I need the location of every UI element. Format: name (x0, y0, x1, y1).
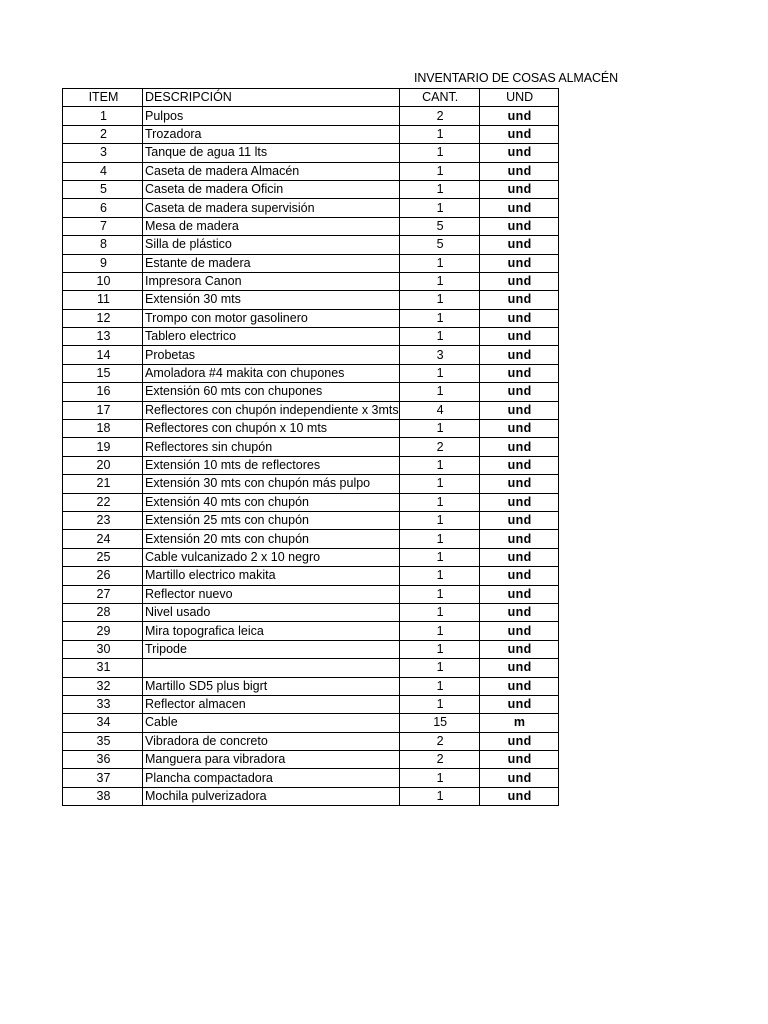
table-row (63, 585, 559, 603)
row-unit: und (479, 695, 558, 713)
row-quantity: 15 (399, 714, 479, 732)
table-row (63, 328, 559, 346)
row-item: 24 (63, 530, 143, 548)
row-item: 15 (63, 364, 143, 382)
row-quantity: 1 (399, 548, 479, 566)
table-row (63, 475, 559, 493)
row-unit: und (479, 751, 558, 769)
row-unit: und (479, 511, 558, 529)
row-item: 32 (63, 677, 143, 695)
row-description: Martillo SD5 plus bigrt (143, 677, 400, 695)
row-item: 18 (63, 420, 143, 438)
row-quantity: 1 (399, 769, 479, 787)
table-row (63, 714, 559, 732)
row-quantity: 4 (399, 401, 479, 419)
row-item: 29 (63, 622, 143, 640)
row-unit: und (479, 603, 558, 621)
row-unit: und (479, 438, 558, 456)
row-unit: und (479, 162, 558, 180)
row-quantity: 1 (399, 291, 479, 309)
row-item: 2 (63, 125, 143, 143)
row-description: Tablero electrico (143, 328, 400, 346)
table-row (63, 548, 559, 566)
table-row (63, 659, 559, 677)
row-description: Caseta de madera supervisión (143, 199, 400, 217)
row-quantity: 1 (399, 640, 479, 658)
row-item: 28 (63, 603, 143, 621)
row-description: Nivel usado (143, 603, 400, 621)
table-row (63, 769, 559, 787)
row-unit: und (479, 401, 558, 419)
table-row (63, 751, 559, 769)
table-row (63, 695, 559, 713)
row-unit: und (479, 530, 558, 548)
header-description: DESCRIPCIÓN (143, 89, 400, 107)
row-unit: und (479, 659, 558, 677)
row-unit: und (479, 585, 558, 603)
row-quantity: 1 (399, 199, 479, 217)
row-description: Reflector nuevo (143, 585, 400, 603)
row-description: Extensión 60 mts con chupones (143, 383, 400, 401)
row-quantity: 1 (399, 309, 479, 327)
table-row (63, 603, 559, 621)
row-unit: m (479, 714, 558, 732)
row-unit: und (479, 787, 558, 805)
row-description: Reflector almacen (143, 695, 400, 713)
row-unit: und (479, 493, 558, 511)
header-unit: UND (479, 89, 558, 107)
row-quantity: 1 (399, 456, 479, 474)
table-row (63, 346, 559, 364)
row-item: 26 (63, 567, 143, 585)
row-unit: und (479, 125, 558, 143)
row-unit: und (479, 567, 558, 585)
row-description: Tripode (143, 640, 400, 658)
row-unit: und (479, 364, 558, 382)
row-item: 12 (63, 309, 143, 327)
row-unit: und (479, 107, 558, 125)
row-item: 37 (63, 769, 143, 787)
row-description: Impresora Canon (143, 272, 400, 290)
row-item: 9 (63, 254, 143, 272)
row-item: 21 (63, 475, 143, 493)
row-item: 11 (63, 291, 143, 309)
table-row (63, 677, 559, 695)
row-unit: und (479, 769, 558, 787)
row-quantity: 1 (399, 383, 479, 401)
row-description: Manguera para vibradora (143, 751, 400, 769)
row-unit: und (479, 291, 558, 309)
table-row (63, 493, 559, 511)
table-row (63, 364, 559, 382)
row-description: Plancha compactadora (143, 769, 400, 787)
table-row (63, 309, 559, 327)
row-quantity: 1 (399, 180, 479, 198)
row-unit: und (479, 420, 558, 438)
inventory-title: INVENTARIO DE COSAS ALMACÉN (414, 71, 619, 85)
row-item: 6 (63, 199, 143, 217)
table-row (63, 622, 559, 640)
table-row (63, 456, 559, 474)
row-description: Trompo con motor gasolinero (143, 309, 400, 327)
table-row (63, 438, 559, 456)
row-description: Martillo electrico makita (143, 567, 400, 585)
row-item: 25 (63, 548, 143, 566)
row-description: Extensión 40 mts con chupón (143, 493, 400, 511)
row-quantity: 1 (399, 364, 479, 382)
row-quantity: 1 (399, 272, 479, 290)
row-unit: und (479, 144, 558, 162)
row-item: 16 (63, 383, 143, 401)
row-item: 31 (63, 659, 143, 677)
row-description: Extensión 30 mts con chupón más pulpo (143, 475, 400, 493)
row-description: Estante de madera (143, 254, 400, 272)
header-item: ITEM (63, 89, 143, 107)
row-description: Amoladora #4 makita con chupones (143, 364, 400, 382)
row-unit: und (479, 199, 558, 217)
row-description: Caseta de madera Almacén (143, 162, 400, 180)
row-unit: und (479, 456, 558, 474)
row-unit: und (479, 254, 558, 272)
row-item: 1 (63, 107, 143, 125)
row-quantity: 1 (399, 125, 479, 143)
row-item: 14 (63, 346, 143, 364)
row-description: Extensión 10 mts de reflectores (143, 456, 400, 474)
row-description (143, 659, 400, 677)
table-row (63, 272, 559, 290)
row-item: 22 (63, 493, 143, 511)
row-quantity: 5 (399, 217, 479, 235)
row-quantity: 1 (399, 603, 479, 621)
row-item: 7 (63, 217, 143, 235)
row-description: Reflectores con chupón x 10 mts (143, 420, 400, 438)
row-quantity: 1 (399, 695, 479, 713)
row-quantity: 1 (399, 420, 479, 438)
row-quantity: 2 (399, 732, 479, 750)
row-quantity: 1 (399, 511, 479, 529)
row-quantity: 1 (399, 677, 479, 695)
row-quantity: 1 (399, 162, 479, 180)
table-row (63, 530, 559, 548)
row-unit: und (479, 383, 558, 401)
table-row (63, 567, 559, 585)
row-unit: und (479, 475, 558, 493)
row-description: Pulpos (143, 107, 400, 125)
row-quantity: 2 (399, 751, 479, 769)
row-quantity: 1 (399, 585, 479, 603)
row-item: 35 (63, 732, 143, 750)
table-row (63, 125, 559, 143)
row-description: Extensión 20 mts con chupón (143, 530, 400, 548)
row-item: 5 (63, 180, 143, 198)
row-item: 4 (63, 162, 143, 180)
table-row (63, 383, 559, 401)
row-unit: und (479, 236, 558, 254)
row-description: Silla de plástico (143, 236, 400, 254)
row-unit: und (479, 180, 558, 198)
row-description: Mesa de madera (143, 217, 400, 235)
row-unit: und (479, 272, 558, 290)
row-unit: und (479, 732, 558, 750)
row-unit: und (479, 346, 558, 364)
row-description: Probetas (143, 346, 400, 364)
row-unit: und (479, 548, 558, 566)
row-description: Tanque de agua 11 lts (143, 144, 400, 162)
table-row (63, 199, 559, 217)
row-description: Vibradora de concreto (143, 732, 400, 750)
row-quantity: 3 (399, 346, 479, 364)
row-item: 23 (63, 511, 143, 529)
row-description: Reflectores con chupón independiente x 3mts (143, 401, 400, 419)
row-quantity: 1 (399, 659, 479, 677)
row-quantity: 1 (399, 567, 479, 585)
row-description: Mira topografica leica (143, 622, 400, 640)
table-header-row (63, 89, 559, 107)
row-quantity: 2 (399, 438, 479, 456)
row-description: Cable vulcanizado 2 x 10 negro (143, 548, 400, 566)
row-quantity: 1 (399, 328, 479, 346)
row-quantity: 1 (399, 475, 479, 493)
table-row (63, 162, 559, 180)
table-row (63, 236, 559, 254)
row-description: Caseta de madera Oficin (143, 180, 400, 198)
header-quantity: CANT. (399, 89, 479, 107)
row-item: 38 (63, 787, 143, 805)
row-quantity: 2 (399, 107, 479, 125)
row-quantity: 1 (399, 254, 479, 272)
table-row (63, 144, 559, 162)
row-unit: und (479, 309, 558, 327)
table-row (63, 107, 559, 125)
row-unit: und (479, 677, 558, 695)
row-quantity: 1 (399, 144, 479, 162)
row-unit: und (479, 328, 558, 346)
row-item: 34 (63, 714, 143, 732)
inventory-table (62, 88, 559, 806)
table-row (63, 217, 559, 235)
table-row (63, 511, 559, 529)
row-item: 10 (63, 272, 143, 290)
row-item: 20 (63, 456, 143, 474)
row-description: Extensión 25 mts con chupón (143, 511, 400, 529)
row-quantity: 1 (399, 787, 479, 805)
row-description: Extensión 30 mts (143, 291, 400, 309)
row-item: 33 (63, 695, 143, 713)
row-description: Mochila pulverizadora (143, 787, 400, 805)
row-quantity: 1 (399, 622, 479, 640)
row-unit: und (479, 217, 558, 235)
table-row (63, 787, 559, 805)
row-description: Trozadora (143, 125, 400, 143)
row-quantity: 5 (399, 236, 479, 254)
row-item: 3 (63, 144, 143, 162)
row-item: 19 (63, 438, 143, 456)
table-row (63, 640, 559, 658)
row-item: 30 (63, 640, 143, 658)
row-item: 13 (63, 328, 143, 346)
row-quantity: 1 (399, 530, 479, 548)
row-unit: und (479, 622, 558, 640)
row-description: Reflectores sin chupón (143, 438, 400, 456)
row-unit: und (479, 640, 558, 658)
row-description: Cable (143, 714, 400, 732)
row-item: 36 (63, 751, 143, 769)
table-row (63, 420, 559, 438)
table-row (63, 254, 559, 272)
table-row (63, 291, 559, 309)
table-row (63, 401, 559, 419)
table-row (63, 732, 559, 750)
row-item: 8 (63, 236, 143, 254)
table-row (63, 180, 559, 198)
row-item: 17 (63, 401, 143, 419)
row-quantity: 1 (399, 493, 479, 511)
row-item: 27 (63, 585, 143, 603)
